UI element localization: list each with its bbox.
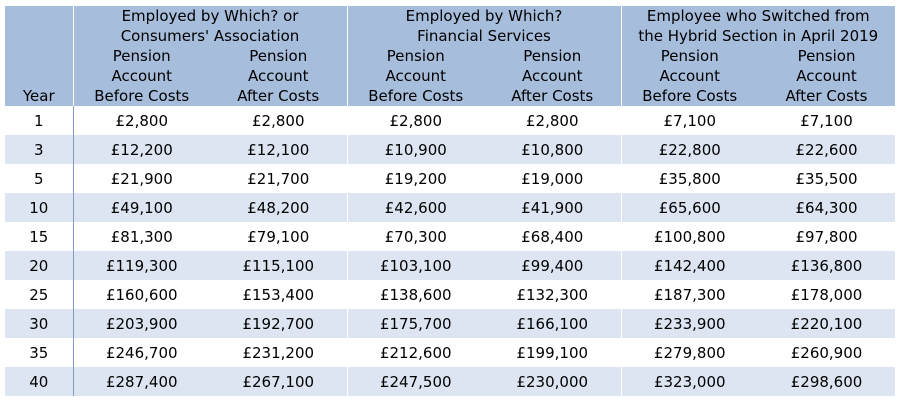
value-cell: £35,500 bbox=[758, 164, 895, 193]
group-header-line: Financial Services bbox=[417, 27, 551, 45]
value-cell: £64,300 bbox=[758, 193, 895, 222]
value-cell: £212,600 bbox=[347, 338, 484, 367]
value-cell: £10,900 bbox=[347, 135, 484, 164]
year-cell: 5 bbox=[5, 164, 73, 193]
value-cell: £166,100 bbox=[484, 309, 621, 338]
value-cell: £115,100 bbox=[210, 251, 347, 280]
value-cell: £119,300 bbox=[73, 251, 210, 280]
table-row bbox=[5, 193, 895, 222]
value-cell: £138,600 bbox=[347, 280, 484, 309]
value-cell: £230,000 bbox=[484, 367, 621, 396]
year-header-label: Year bbox=[22, 87, 55, 105]
group-header-line: the Hybrid Section in April 2019 bbox=[638, 27, 879, 45]
value-cell: £21,700 bbox=[210, 164, 347, 193]
value-cell: £10,800 bbox=[484, 135, 621, 164]
value-cell: £22,800 bbox=[621, 135, 758, 164]
value-cell: £2,800 bbox=[484, 106, 621, 135]
value-cell: £22,600 bbox=[758, 135, 895, 164]
subheader-after-costs: Pension Account After Costs bbox=[484, 46, 621, 106]
table-row bbox=[5, 135, 895, 164]
value-cell: £68,400 bbox=[484, 222, 621, 251]
table-row bbox=[5, 367, 895, 396]
table-row bbox=[5, 280, 895, 309]
value-cell: £97,800 bbox=[758, 222, 895, 251]
table-row bbox=[5, 251, 895, 280]
value-cell: £2,800 bbox=[210, 106, 347, 135]
value-cell: £70,300 bbox=[347, 222, 484, 251]
value-cell: £81,300 bbox=[73, 222, 210, 251]
value-cell: £48,200 bbox=[210, 193, 347, 222]
value-cell: £65,600 bbox=[621, 193, 758, 222]
value-cell: £2,800 bbox=[73, 106, 210, 135]
value-cell: £323,000 bbox=[621, 367, 758, 396]
value-cell: £287,400 bbox=[73, 367, 210, 396]
value-cell: £187,300 bbox=[621, 280, 758, 309]
value-cell: £233,900 bbox=[621, 309, 758, 338]
table-row bbox=[5, 164, 895, 193]
group-header-line: Employed by Which? bbox=[405, 7, 563, 25]
value-cell: £35,800 bbox=[621, 164, 758, 193]
value-cell: £247,500 bbox=[347, 367, 484, 396]
group-header-line: Employee who Switched from bbox=[646, 7, 870, 25]
value-cell: £41,900 bbox=[484, 193, 621, 222]
group-header-financial-services bbox=[347, 6, 621, 46]
year-cell: 3 bbox=[5, 135, 73, 164]
value-cell: £298,600 bbox=[758, 367, 895, 396]
year-cell: 15 bbox=[5, 222, 73, 251]
subheader-before-costs: Pension Account Before Costs bbox=[73, 46, 210, 106]
value-cell: £142,400 bbox=[621, 251, 758, 280]
year-cell: 10 bbox=[5, 193, 73, 222]
subheader-after-costs: Pension Account After Costs bbox=[758, 46, 895, 106]
value-cell: £49,100 bbox=[73, 193, 210, 222]
table-row bbox=[5, 222, 895, 251]
value-cell: £203,900 bbox=[73, 309, 210, 338]
year-cell: 40 bbox=[5, 367, 73, 396]
table-row bbox=[5, 338, 895, 367]
subheader-after-costs: Pension Account After Costs bbox=[210, 46, 347, 106]
subheader-before-costs: Pension Account Before Costs bbox=[621, 46, 758, 106]
value-cell: £279,800 bbox=[621, 338, 758, 367]
value-cell: £79,100 bbox=[210, 222, 347, 251]
group-header-consumers-association bbox=[73, 6, 347, 46]
value-cell: £100,800 bbox=[621, 222, 758, 251]
value-cell: £132,300 bbox=[484, 280, 621, 309]
value-cell: £12,200 bbox=[73, 135, 210, 164]
value-cell: £160,600 bbox=[73, 280, 210, 309]
year-cell: 30 bbox=[5, 309, 73, 338]
year-cell: 1 bbox=[5, 106, 73, 135]
pension-projection-table bbox=[5, 6, 895, 396]
value-cell: £136,800 bbox=[758, 251, 895, 280]
subheader-before-costs: Pension Account Before Costs bbox=[347, 46, 484, 106]
value-cell: £178,000 bbox=[758, 280, 895, 309]
value-cell: £2,800 bbox=[347, 106, 484, 135]
value-cell: £192,700 bbox=[210, 309, 347, 338]
value-cell: £199,100 bbox=[484, 338, 621, 367]
group-header-hybrid-switch bbox=[621, 6, 895, 46]
value-cell: £267,100 bbox=[210, 367, 347, 396]
table-row bbox=[5, 309, 895, 338]
value-cell: £12,100 bbox=[210, 135, 347, 164]
year-cell: 25 bbox=[5, 280, 73, 309]
group-header-line: Consumers' Association bbox=[120, 27, 300, 45]
table-row bbox=[5, 106, 895, 135]
value-cell: £246,700 bbox=[73, 338, 210, 367]
value-cell: £42,600 bbox=[347, 193, 484, 222]
value-cell: £7,100 bbox=[758, 106, 895, 135]
value-cell: £19,200 bbox=[347, 164, 484, 193]
value-cell: £220,100 bbox=[758, 309, 895, 338]
value-cell: £153,400 bbox=[210, 280, 347, 309]
value-cell: £231,200 bbox=[210, 338, 347, 367]
value-cell: £19,000 bbox=[484, 164, 621, 193]
year-cell: 35 bbox=[5, 338, 73, 367]
value-cell: £175,700 bbox=[347, 309, 484, 338]
value-cell: £103,100 bbox=[347, 251, 484, 280]
value-cell: £21,900 bbox=[73, 164, 210, 193]
value-cell: £260,900 bbox=[758, 338, 895, 367]
value-cell: £7,100 bbox=[621, 106, 758, 135]
value-cell: £99,400 bbox=[484, 251, 621, 280]
year-cell: 20 bbox=[5, 251, 73, 280]
group-header-line: Employed by Which? or bbox=[121, 7, 299, 25]
year-column-header bbox=[5, 6, 73, 106]
